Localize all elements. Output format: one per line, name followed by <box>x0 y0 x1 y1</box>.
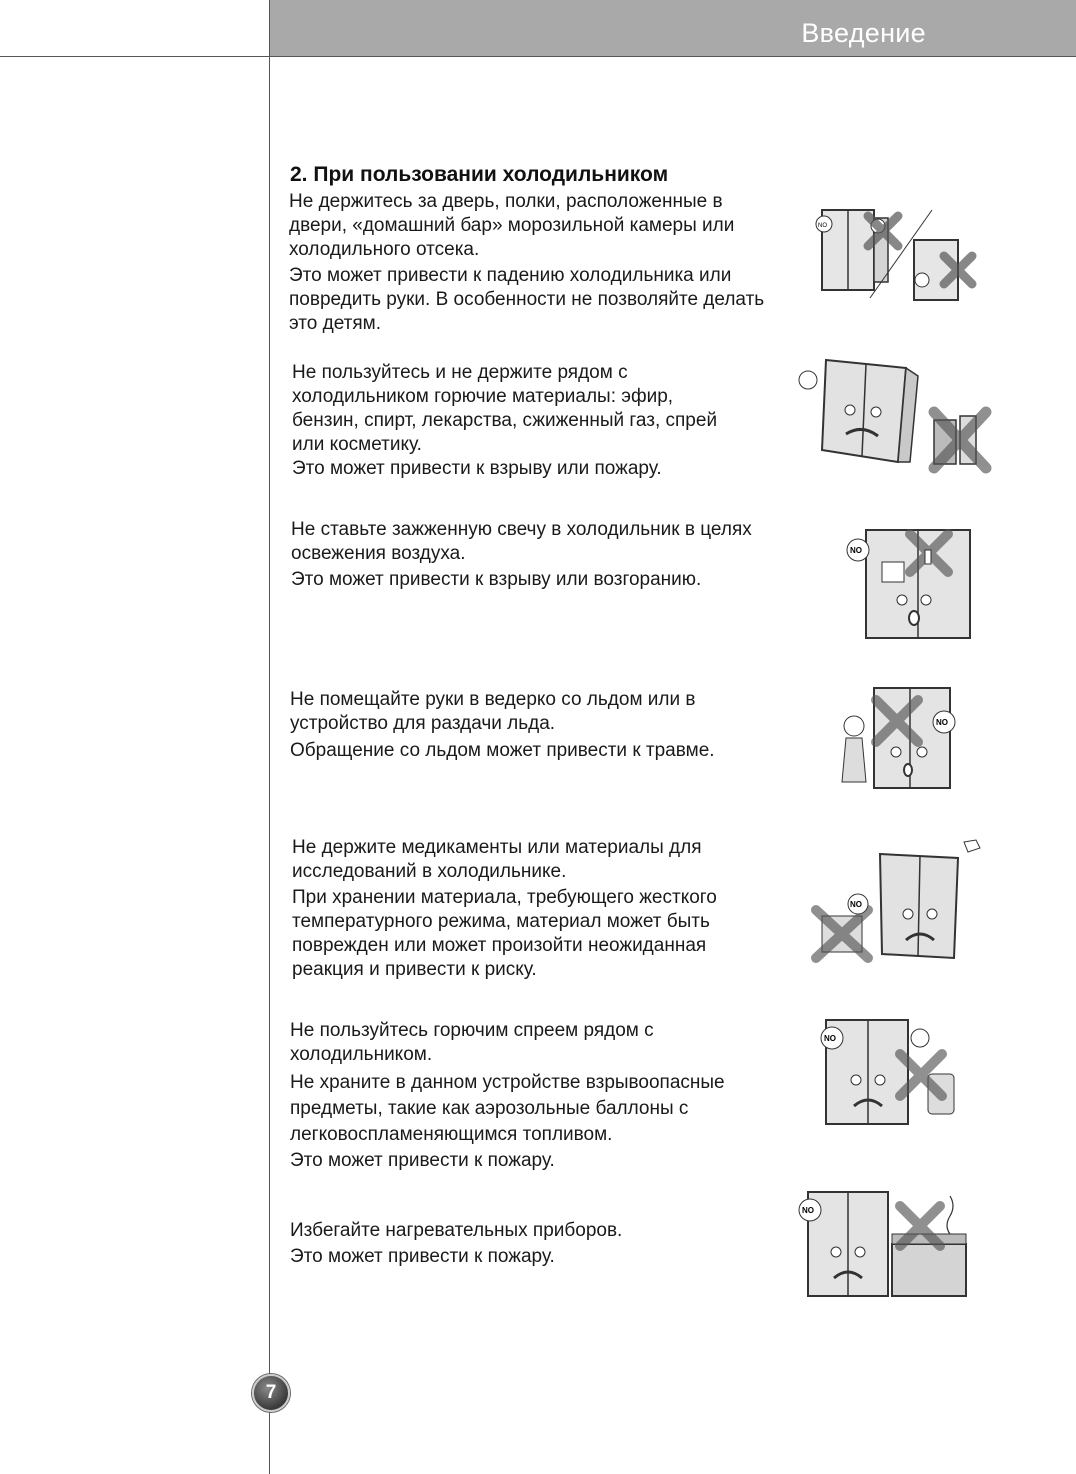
warning-text: Не помещайте руки в ведерко со льдом или в устройство для раздачи льда. <box>290 689 696 734</box>
warning-consequence: Это может привести к взрыву или возгоранию. <box>291 569 702 590</box>
warning-item <box>290 1218 622 1270</box>
warning-item <box>290 688 715 763</box>
warning-text: Не пользуйтесь горючим спреем рядом с холодильником. <box>290 1020 654 1065</box>
header-bar <box>270 0 1076 57</box>
flammable-spray-prohibited-icon <box>800 1012 976 1130</box>
no-label: NO <box>850 900 862 909</box>
warning-item <box>291 518 752 592</box>
warning-consequence: Это может привести к падению холодильника или повредить руки. В особенности не позволяйте делать это детям. <box>289 265 765 334</box>
warning-item <box>292 361 717 481</box>
warning-text: Не держите медикаменты или материалы для исследований в холодильнике. <box>292 837 702 882</box>
hand-in-ice-dispenser-prohibited-icon <box>836 682 966 794</box>
medicine-in-fridge-prohibited-icon <box>808 834 986 966</box>
warning-text: Не держитесь за дверь, полки, расположенные в двери, «домашний бар» морозильной камеры или холодильного отсека. <box>289 191 735 260</box>
warning-consequence: Обращение со льдом может привести к травме. <box>290 740 715 761</box>
warning-item <box>292 836 717 982</box>
no-label: NO <box>850 546 862 555</box>
section-heading: 2. При пользовании холодильником <box>290 163 669 186</box>
page-number: 7 <box>252 1374 290 1412</box>
warning-item <box>290 1019 725 1174</box>
header-rule <box>0 56 270 57</box>
no-label: NO <box>936 718 948 727</box>
warning-text: Не ставьте зажженную свечу в холодильник в целях освежения воздуха. <box>291 519 752 564</box>
child-hanging-on-fridge-door-icon <box>808 196 990 306</box>
no-label: NO <box>802 1206 814 1215</box>
warning-text: Избегайте нагревательных приборов. Это может привести к пожару. <box>290 1220 623 1267</box>
warning-item <box>289 190 764 336</box>
no-label: NO <box>818 223 827 229</box>
no-label: NO <box>824 1034 836 1043</box>
heater-near-fridge-prohibited-icon <box>790 1186 972 1302</box>
warning-consequence: При хранении материала, требующего жесткого температурного режима, материал может быть поврежден или может произойти неожиданная реакция и привести к риску. <box>292 887 717 980</box>
candle-in-fridge-prohibited-icon <box>822 522 978 642</box>
warning-consequence: Не храните в данном устройстве взрывоопасные предметы, такие как аэрозольные баллоны с легковоспламеняющимся топливом. Это может привести к пожару. <box>290 1072 725 1171</box>
page-section-title: Введение <box>801 18 926 48</box>
flammable-materials-prohibited-icon <box>786 350 994 475</box>
margin-rule <box>269 0 270 1474</box>
warning-text: Не пользуйтесь и не держите рядом с холодильником горючие материалы: эфир, бензин, спирт, лекарства, сжиженный газ, спрей или косметику. Это может привести к взрыву или пожару. <box>292 362 718 479</box>
